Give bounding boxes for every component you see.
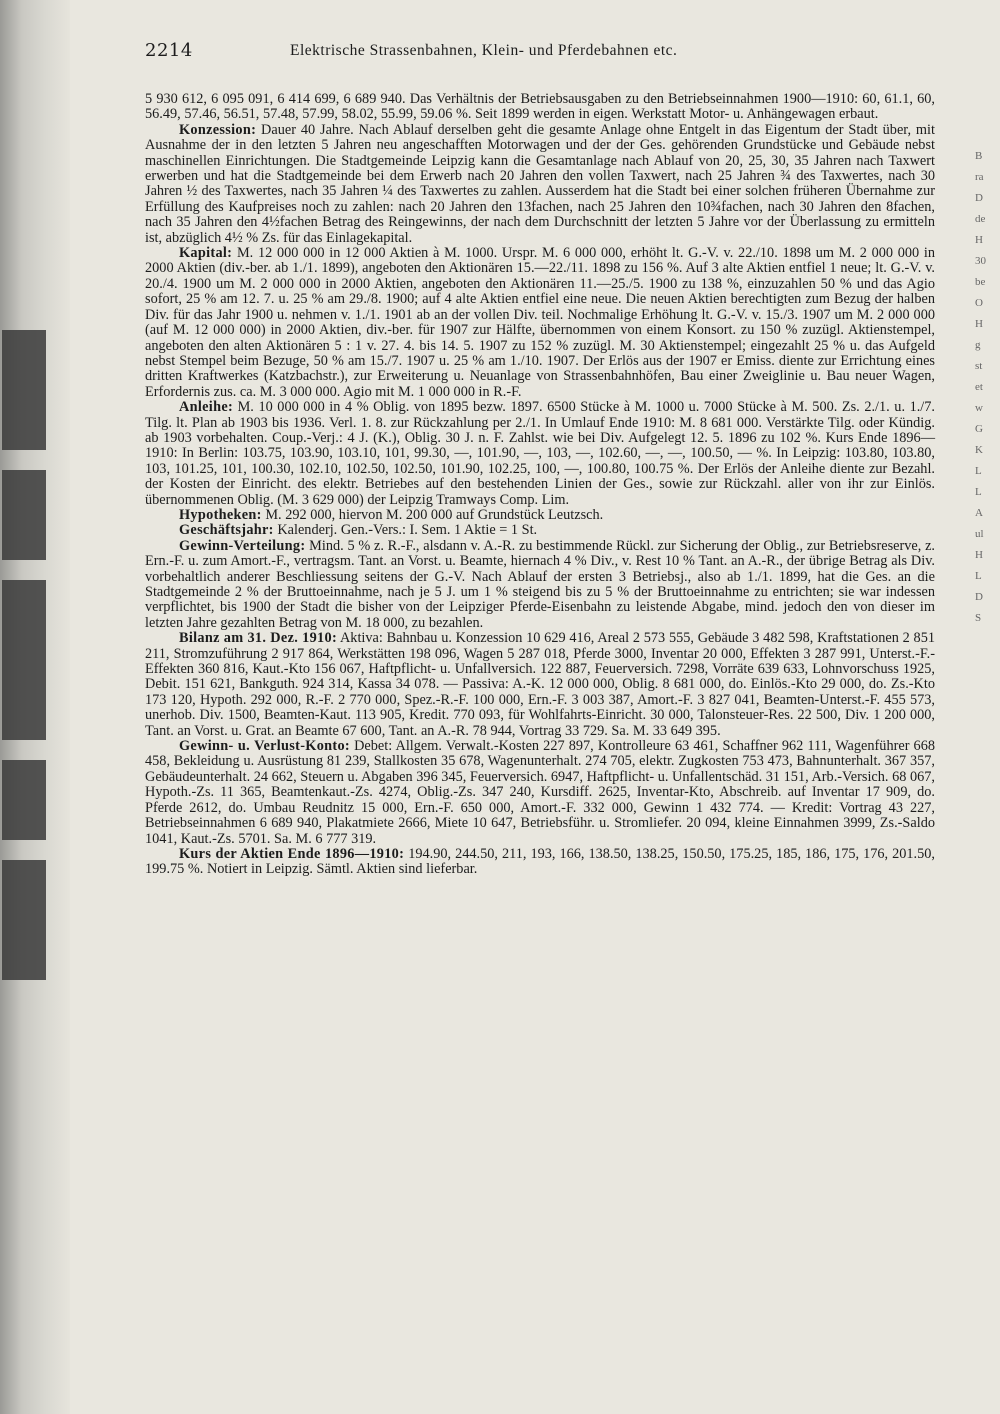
margin-fragment: ul [975, 528, 984, 540]
margin-fragment: D [975, 192, 983, 204]
paragraph-text: 5 930 612, 6 095 091, 6 414 699, 6 689 940. Das Verhältnis der Betriebsausgaben zu den Betriebseinnahmen 1900—1910: 60, 61.1, 60, 56.49, 57.46, 56.51, 57.48, 57.99, 58.02, 55.99, 59.06 %. Seit 1899 werden in eigen. Werkstatt Motor- u. Anhängewagen erbaut. [145, 91, 935, 123]
paragraph-heading: Konzession: [179, 121, 257, 138]
margin-fragment: D [975, 591, 983, 603]
margin-fragment: H [975, 318, 983, 330]
margin-fragment: A [975, 507, 983, 519]
paragraph [145, 523, 935, 538]
paragraph-heading: Gewinn-Verteilung: [179, 537, 306, 554]
paragraph [145, 847, 935, 878]
paragraph-heading: Kurs der Aktien Ende 1896—1910: [179, 845, 405, 862]
paragraph-text: Mind. 5 % z. R.-F., alsdann v. A.-R. zu bestimmende Rückl. zur Sicherung der Oblig., zur Betriebsreserve, z. Ern.-F. u. zum Amort.-F., vertragsm. Tant. an Vorst. u. Beamte, hiernach 4 % Div., v. Rest 10 % Tant. an A.-R., der übrige Betrag als Div. vorbehaltlich anderer Beschliessung seitens der G.-V. Nach Ablauf der ersten 3 Betriebsj., also ab 1./1. 1899, hat die Ges. an die Stadtgemeinde 2 % der Bruttoeinnahme, nach je 5 J. um 1 % steigend bis zu 5 % der Bruttoeinnahme zu entrichten; sie war indessen verpflichtet, bis 1900 der Stadt die bisher von der Leipziger Pferde-Eisenbahn zu leistende Abgabe, mind. jedoch den von dieser im letzten Jahre gezahlten Betrag von M. 18 000, zu bezahlen. [145, 537, 935, 631]
margin-fragment: ra [975, 171, 984, 183]
paragraph-heading: Bilanz am 31. Dez. 1910: [179, 630, 338, 647]
margin-fragment: H [975, 234, 983, 246]
paragraph-text: 194.90, 244.50, 211, 193, 166, 138.50, 138.25, 150.50, 175.25, 185, 186, 175, 176, 201.50, 199.75 %. Notiert in Leipzig. Sämtl. Aktien sind lieferbar. [145, 845, 935, 878]
margin-fragment: et [975, 381, 983, 393]
paragraph [145, 123, 935, 246]
paragraph-text: M. 10 000 000 in 4 % Oblig. von 1895 bezw. 1897. 6500 Stücke à M. 1000 u. 7000 Stücke à M. 500. Zs. 2./1. u. 1./7. Tilg. lt. Plan ab 1903 bis 1936. Verl. 1. 8. zur Rückzahlung per 2./1. In Umlauf Ende 1910: M. 8 681 000. Verstärkte Tilg. oder Kündig. ab 1903 vorbehalten. Coup.-Verj.: 4 J. (K.), Oblig. 30 J. n. F. Zahlst. wie bei Div. Aufgelegt 12. 5. 1896 zu 102 %. Kurs Ende 1896—1910: In Berlin: 103.75, 103.90, 103.10, 101, 99.30, —, 101.90, —, 103, —, 102.60, —, —, 100.50, — %. In Leipzig: 103.80, 103.80, 103, 101.25, 101, 100.30, 102.10, 102.50, 102.50, 101.90, 102.25, 100, —, 100.80, 100.75 %. Der Erlös der Anleihe diente zur Bezahl. der Kosten der Einricht. des elektr. Betriebes auf den bestehenden Linien der Ges., sowie zur Rückzahl. aller von ihr zur Einlös. übernommenen Oblig. (M. 3 629 000) der Leipzig Tramways Comp. Lim. [145, 399, 935, 508]
spine-mark [2, 330, 46, 450]
spine-mark [2, 760, 46, 840]
margin-fragment: O [975, 297, 983, 309]
margin-fragment: w [975, 402, 983, 414]
margin-fragment: de [975, 213, 986, 225]
adjacent-page-fragments [975, 150, 1000, 633]
paragraph-heading: Kapital: [179, 245, 233, 262]
paragraph [145, 400, 935, 508]
margin-fragment: L [975, 465, 982, 477]
text-column [145, 40, 936, 878]
paragraph [145, 739, 935, 847]
paragraph-text: Kalenderj. Gen.-Vers.: I. Sem. 1 Aktie = 1 St. [277, 522, 538, 539]
paragraph [145, 539, 935, 631]
paragraph-text: Debet: Allgem. Verwalt.-Kosten 227 897, Kontrolleure 63 461, Schaffner 962 111, Wagenführer 668 458, Bekleidung u. Ausrüstung 81 239, Stallkosten 35 678, Wagenunterhalt. 274 705, elektr. Zugkosten 753 473, Bahnunterhalt. 367 357, Gebäudeunterhalt. 24 662, Steuern u. Abgaben 396 345, Feuerversich. 6947, Haftpflicht- u. Unfallentschäd. 31 151, Arb.-Versich. 68 067, Hypoth.-Zs. 11 365, Beamtenkaut.-Zs. 4274, Oblig.-Zs. 347 240, Kursdiff. 2625, Inventar-Kto, Abschreib. auf Inventar 17 909, do. Pferde 2612, do. Umbau Reudnitz 15 000, Ern.-F. 650 000, Amort.-F. 332 000, Gewinn 1 432 774. — Kredit: Vortrag 43 227, Betriebseinnahmen 6 689 940, Plakatmiete 2666, Miete 10 647, Betriebsführ. u. Stromliefer. 20 094, kleine Einnahmen 3999, Zs.-Saldo 1041, Kaut.-Zs. 5701. Sa. M. 6 777 319. [145, 738, 935, 847]
spine-mark [2, 470, 46, 560]
paragraph-heading: Gewinn- u. Verlust-Konto: [179, 738, 350, 755]
paragraph-heading: Geschäftsjahr: [179, 522, 274, 539]
margin-fragment: g [975, 339, 981, 351]
margin-fragment: G [975, 423, 983, 435]
paragraph-heading: Anleihe: [179, 399, 234, 416]
margin-fragment: st [975, 360, 983, 372]
margin-fragment: B [975, 150, 983, 162]
paragraph-heading: Hypotheken: [179, 506, 262, 523]
margin-fragment: L [975, 486, 982, 498]
margin-fragment: K [975, 444, 983, 456]
margin-fragment: L [975, 570, 982, 582]
paragraph-text: Dauer 40 Jahre. Nach Ablauf derselben geht die gesamte Anlage ohne Entgelt in das Eigentum der Stadt über, mit Ausnahme der in den letzten 5 Jahren neu angeschafften Motorwagen und der der Ges. gehörenden Grundstücke und Gebäude nebst maschinellen Einrichtungen. Die Stadtgemeinde Leipzig kann die Gesamtanlage nach Ablauf von 20, 25, 30, 35 Jahren nach Taxwert erwerben und hat die Stadtgemeinde bei dem Erwerb nach 20 Jahren den vollen Taxwert, nach 25 Jahren ¾ des Taxwertes, nach 30 Jahren ½ des Taxwertes, nach 35 Jahren ¼ des Taxwertes zu zahlen. Ausserdem hat die Stadt bei einer solchen früheren Übernahme zur Erfüllung des Kaufpreises noch zu zahlen: nach 20 Jahren den 13fachen, nach 25 Jahren den 10¾fachen, nach 30 Jahren den 8fachen, nach 35 Jahren den 4½fachen Betrag des Reingewinns, der nach dem Durchschnitt der letzten 5 Jahre vor der Überlassung zu ermitteln ist, abzüglich 4½ % Zs. für das Einlagekapital. [145, 121, 935, 246]
margin-fragment: be [975, 276, 986, 288]
spine-mark [2, 860, 46, 980]
spine-mark [2, 580, 46, 740]
margin-fragment: 30 [975, 255, 986, 267]
margin-fragment: S [975, 612, 982, 624]
paragraph-text: M. 12 000 000 in 12 000 Aktien à M. 1000. Urspr. M. 6 000 000, erhöht lt. G.-V. v. 22./10. 1898 um M. 2 000 000 in 2000 Aktien (div.-ber. ab 1./1. 1899), angeboten den Aktionären 15.—22./11. 1898 zu 156 %. Auf 3 alte Aktien entfiel 1 neue; lt. G.-V. v. 20./4. 1900 um M. 2 000 000 in 2000 Aktien, angeboten den Aktionären 11.—25./5. 1900 zu 138 %, einzuzahlen 50 % und das Agio sofort, 25 % am 12. 7. u. 25 % am 29./8. 1900; auf 4 alte Aktien entfiel eine neue. Die neuen Aktien berechtigten zum Bezug der halben Div. für das Jahr 1900 u. nehmen v. 1./1. 1901 ab an der vollen Div. teil. Nochmalige Erhöhung lt. G.-V. v. 15./3. 1907 um M. 2 000 000 (auf M. 12 000 000) in 2000 Aktien, div.-ber. für 1907 zur Hälfte, übernommen von einem Konsort. zu 150 % zuzügl. Aktienstempel, angeboten den alten Aktionären 5 : 1 v. 27. 4. bis 14. 5. 1907 zu 152 % zuzügl. M. 30 Aktienstempel; eingezahlt 25 % u. das Aufgeld nebst Stempel beim Bezuge, 50 % am 15./7. 1907 u. 25 % am 1./10. 1907. Der Erlös aus der 1907 er Emiss. diente zur Errichtung eines dritten Kraftwerkes (Katzbachstr.), zur Erweiterung u. Neuanlage von Strassenbahnhöfen, Bau einer Zweiglinie u. Bau neuer Wagen, Erfordernis zus. ca. M. 3 000 000. Agio mit M. 1 000 000 in R.-F. [145, 245, 935, 400]
page-number: 2214 [145, 40, 193, 61]
running-head: Elektrische Strassenbahnen, Klein- und Pferdebahnen etc. [290, 42, 678, 59]
paragraph [145, 246, 935, 400]
page-header [145, 40, 935, 72]
paragraph-text: M. 292 000, hiervon M. 200 000 auf Grundstück Leutzsch. [265, 506, 604, 523]
body-text [145, 92, 935, 878]
paragraph [145, 508, 935, 523]
book-spine-shadow [0, 0, 70, 1414]
paragraph [145, 92, 935, 123]
paragraph [145, 631, 935, 739]
paragraph-text: Aktiva: Bahnbau u. Konzession 10 629 416, Areal 2 573 555, Gebäude 3 482 598, Kraftstationen 2 851 211, Stromzuführung 2 917 864, Werkstätten 198 096, Wagen 5 287 018, Pferde 3000, Inventar 20 000, Effekten 3 287 991, Unterst.-F.-Effekten 360 816, Kaut.-Kto 156 067, Haftpflicht- u. Unfallversich. 122 887, Feuerversich. 7298, Vorräte 639 633, Lohnvorschuss 1925, Debit. 151 621, Bankguth. 924 314, Kassa 34 078. — Passiva: A.-K. 12 000 000, Oblig. 8 681 000, do. Einlös.-Kto 29 000, do. Zs.-Kto 173 120, Hypoth. 292 000, R.-F. 2 770 000, Spez.-R.-F. 100 000, Ern.-F. 3 003 387, Amort.-F. 3 827 041, Beamten-Unterst.-F. 455 573, unerhob. Div. 1500, Beamten-Kaut. 113 905, Kredit. 770 093, für Wohlfahrts-Einricht. 30 000, Talonsteuer-Res. 22 500, Div. 1 200 000, Tant. an Vorst. u. Grat. an Beamte 67 600, Tant. an A.-R. 78 944, Vortrag 33 729. Sa. M. 33 649 395. [145, 630, 936, 739]
margin-fragment: H [975, 549, 983, 561]
